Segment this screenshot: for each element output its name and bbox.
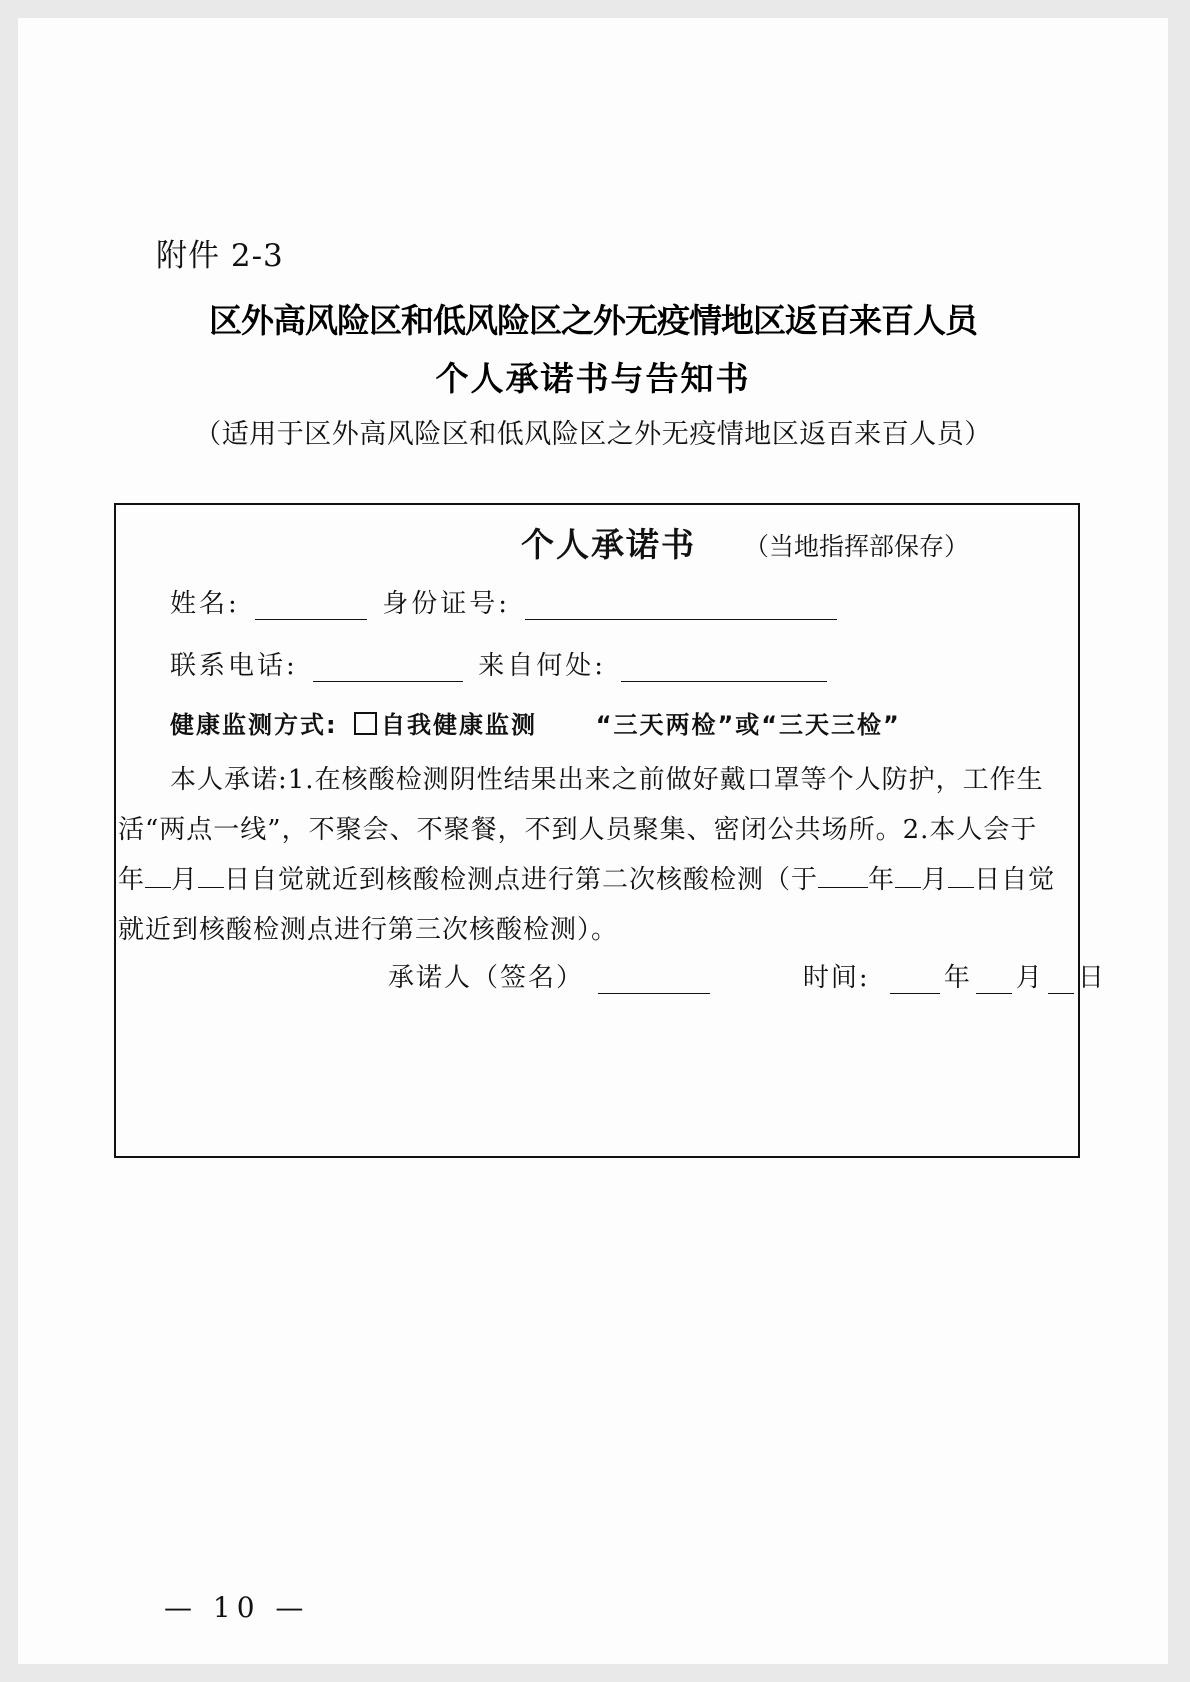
- name-id-row: [170, 583, 841, 620]
- annex-label: 附件 2-3: [156, 238, 284, 274]
- form-title: 个人承诺书: [521, 525, 696, 564]
- second-test-text: 日自觉就近到核酸检测点进行第二次核酸检测（于: [224, 865, 819, 895]
- commitment-form-box: [114, 503, 1106, 1158]
- monitoring-method-label: 健康监测方式:: [170, 711, 338, 739]
- origin-field[interactable]: [621, 655, 827, 682]
- third-test-year: 年: [868, 865, 896, 895]
- self-monitoring-checkbox[interactable]: [354, 712, 377, 735]
- id-number-label: 身份证号:: [382, 589, 511, 619]
- test-schedule-option: “三天两检”或“三天三检”: [595, 711, 901, 739]
- third-test-year-blank[interactable]: [818, 863, 868, 888]
- page-number: — 10 —: [164, 1591, 310, 1624]
- second-test-month-blank[interactable]: [145, 863, 171, 888]
- self-monitoring-option: 自我健康监测: [380, 711, 537, 739]
- commitment-line-4: 就近到核酸检测点进行第三次核酸检测）。: [118, 915, 619, 945]
- signature-field[interactable]: [598, 967, 710, 994]
- sign-year-label: 年: [943, 963, 972, 993]
- phone-origin-row: [170, 645, 831, 682]
- third-test-day-blank[interactable]: [948, 863, 974, 888]
- third-test-month-blank[interactable]: [895, 863, 921, 888]
- document-title-line1: 区外高风险区和低风险区之外无疫情地区返百来百人员: [209, 301, 977, 340]
- commitment-line-1: 本人承诺:1.在核酸检测阴性结果出来之前做好戴口罩等个人防护，工作生: [170, 765, 1044, 795]
- document-subtitle: （适用于区外高风险区和低风险区之外无疫情地区返百来百人员）: [194, 419, 992, 450]
- sign-year-field[interactable]: [890, 967, 940, 994]
- monitoring-method-row: [170, 705, 901, 740]
- id-number-field[interactable]: [525, 593, 837, 620]
- origin-label: 来自何处:: [478, 651, 607, 681]
- sign-day-field[interactable]: [1048, 967, 1074, 994]
- document-title-line2: 个人承诺书与告知书: [435, 359, 751, 398]
- sign-day-label: 日: [1077, 963, 1106, 993]
- signer-label: 承诺人（签名）: [388, 963, 585, 993]
- commitment-line-3: [118, 855, 1078, 905]
- second-test-month: 月: [171, 865, 199, 895]
- third-test-month: 月: [921, 865, 949, 895]
- time-label: 时间:: [802, 963, 870, 993]
- document-page: [18, 18, 1168, 1664]
- commitment-line-2: 活“两点一线”，不聚会、不聚餐，不到人员聚集、密闭公共场所。2.本人会于: [118, 815, 1038, 845]
- sign-month-field[interactable]: [976, 967, 1012, 994]
- phone-label: 联系电话:: [170, 651, 298, 681]
- phone-field[interactable]: [313, 655, 463, 682]
- third-test-day: 日自觉: [974, 865, 1056, 895]
- second-test-day-blank[interactable]: [198, 863, 224, 888]
- second-test-year: 年: [118, 865, 146, 895]
- form-note: （当地指挥部保存）: [744, 532, 970, 561]
- commitment-text: [118, 755, 1078, 955]
- name-label: 姓名:: [170, 589, 240, 619]
- sign-month-label: 月: [1015, 963, 1044, 993]
- signature-row: [388, 957, 1106, 994]
- name-field[interactable]: [255, 593, 367, 620]
